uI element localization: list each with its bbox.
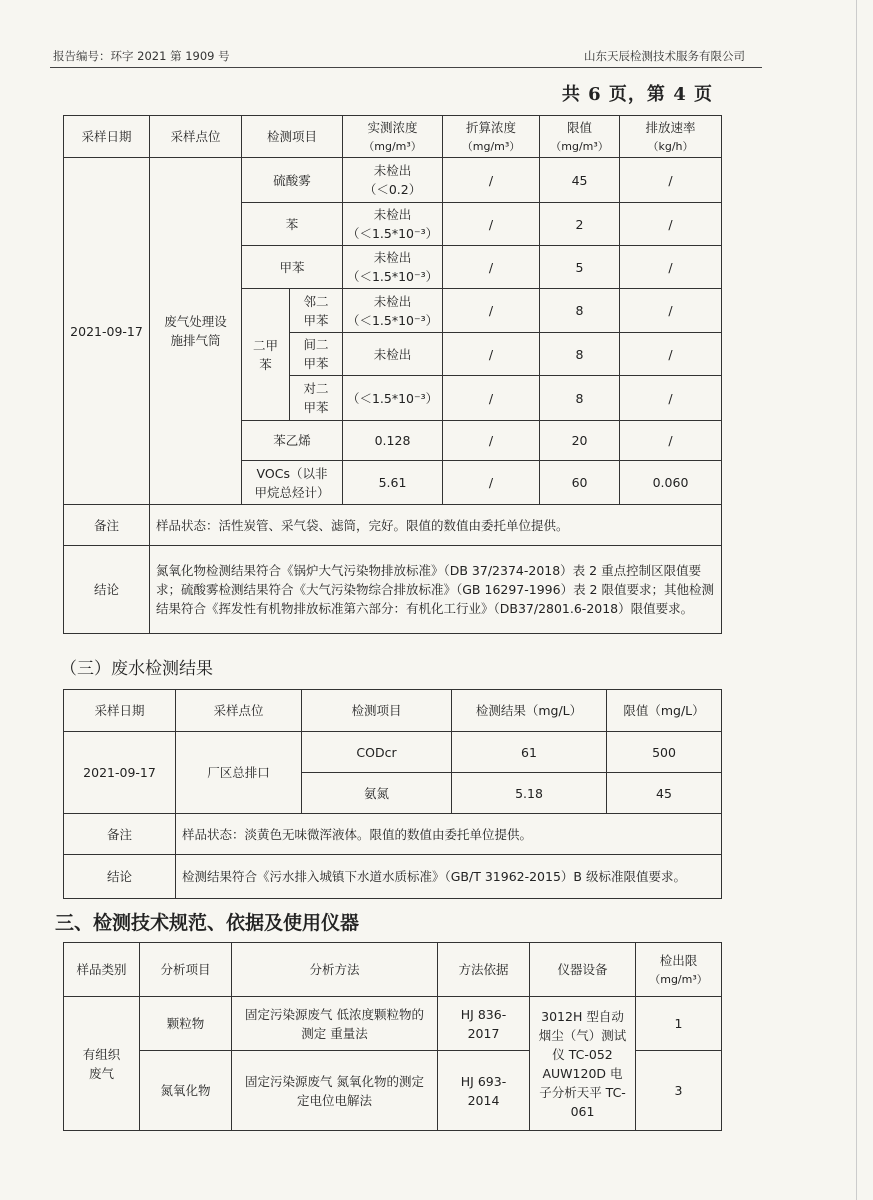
table-row [64, 997, 722, 1051]
header-limit: 限值 （mg/m³） [540, 116, 620, 158]
gas-results-table [63, 115, 722, 634]
conclusion-label: 结论 [64, 546, 150, 634]
measured-cell: 未检出 [343, 333, 443, 376]
header-method: 分析方法 [232, 943, 438, 997]
limit-cell: 500 [607, 732, 722, 773]
conclusion-text: 检测结果符合《污水排入城镇下水道水质标准》（GB/T 31962-2015）B 级标准限值要求。 [176, 855, 722, 899]
header-item: 分析项目 [140, 943, 232, 997]
item-cell: 苯乙烯 [242, 421, 343, 461]
item-cell: 邻二甲苯 [290, 289, 343, 333]
converted-cell: / [443, 246, 540, 289]
limit-cell: 45 [540, 158, 620, 203]
xylene-group-cell: 二甲苯 [242, 289, 290, 421]
gas-header-row [64, 116, 722, 158]
header-item: 检测项目 [242, 116, 343, 158]
measured-cell: 5.61 [343, 461, 443, 505]
measured-cell: 未检出 （＜1.5*10⁻³） [343, 203, 443, 246]
limit-cell: 20 [540, 421, 620, 461]
methods-header-row [64, 943, 722, 997]
converted-cell: / [443, 333, 540, 376]
sampling-point: 废气处理设施排气筒 [150, 158, 242, 505]
converted-cell: / [443, 203, 540, 246]
converted-cell: / [443, 376, 540, 421]
item-cell: 对二甲苯 [290, 376, 343, 421]
item-cell: VOCs（以非甲烷总烃计） [242, 461, 343, 505]
item-cell: 颗粒物 [140, 997, 232, 1051]
limit-cell: 5 [540, 246, 620, 289]
measured-cell: 0.128 [343, 421, 443, 461]
converted-cell: / [443, 289, 540, 333]
conclusion-label: 结论 [64, 855, 176, 899]
company-name: 山东天辰检测技术服务有限公司 [584, 49, 745, 63]
header-type: 样品类别 [64, 943, 140, 997]
item-cell: 氨氮 [302, 773, 452, 814]
conclusion-text: 氮氧化物检测结果符合《锅炉大气污染物排放标准》（DB 37/2374-2018）表 2 重点控制区限值要求；硫酸雾检测结果符合《大气污染物综合排放标准》（GB 16297-1996）表 2 限值要求；其他检测结果符合《挥发性有机物排放标准第六部分：有机化工行业》（DB37/2801.6-2018）限值要求。 [150, 546, 722, 634]
header-converted: 折算浓度 （mg/m³） [443, 116, 540, 158]
sampling-point: 厂区总排口 [176, 732, 302, 814]
remark-text: 样品状态：淡黄色无味微浑液体。限值的数值由委托单位提供。 [176, 814, 722, 855]
header-point: 采样点位 [176, 690, 302, 732]
header-item: 检测项目 [302, 690, 452, 732]
item-cell: 间二甲苯 [290, 333, 343, 376]
header-detection-limit: 检出限 （mg/m³） [636, 943, 722, 997]
rate-cell: / [620, 376, 722, 421]
rate-cell: / [620, 203, 722, 246]
scan-edge [856, 0, 857, 1200]
measured-cell: 未检出 （＜0.2） [343, 158, 443, 203]
remark-row [64, 814, 722, 855]
remark-text: 样品状态：活性炭管、采气袋、滤筒，完好。限值的数值由委托单位提供。 [150, 505, 722, 546]
measured-cell: 未检出 （＜1.5*10⁻³） [343, 246, 443, 289]
header-date: 采样日期 [64, 690, 176, 732]
measured-cell: （＜1.5*10⁻³） [343, 376, 443, 421]
conclusion-row [64, 855, 722, 899]
limit-cell: 45 [607, 773, 722, 814]
header-result: 检测结果（mg/L） [452, 690, 607, 732]
header-date: 采样日期 [64, 116, 150, 158]
item-cell: 硫酸雾 [242, 158, 343, 203]
methods-table [63, 942, 722, 1131]
remark-row [64, 505, 722, 546]
limit-cell: 60 [540, 461, 620, 505]
rate-cell: / [620, 246, 722, 289]
converted-cell: / [443, 158, 540, 203]
header-point: 采样点位 [150, 116, 242, 158]
page-number: 共 6 页，第 4 页 [561, 84, 713, 105]
detection-limit-cell: 1 [636, 997, 722, 1051]
header-basis: 方法依据 [438, 943, 530, 997]
header-limit: 限值（mg/L） [607, 690, 722, 732]
rate-cell: / [620, 289, 722, 333]
report-number: 报告编号：环字 2021 第 1909 号 [53, 49, 230, 63]
section-title-wastewater: （三）废水检测结果 [60, 659, 213, 679]
wastewater-results-table [63, 689, 722, 899]
limit-cell: 8 [540, 376, 620, 421]
item-cell: 氮氧化物 [140, 1051, 232, 1131]
section-title-methods: 三、检测技术规范、依据及使用仪器 [55, 912, 360, 934]
header-divider [50, 67, 762, 68]
limit-cell: 2 [540, 203, 620, 246]
item-cell: 苯 [242, 203, 343, 246]
rate-cell: / [620, 333, 722, 376]
converted-cell: / [443, 461, 540, 505]
method-cell: 固定污染源废气 低浓度颗粒物的测定 重量法 [232, 997, 438, 1051]
measured-cell: 未检出 （＜1.5*10⁻³） [343, 289, 443, 333]
rate-cell: / [620, 421, 722, 461]
item-cell: 甲苯 [242, 246, 343, 289]
method-cell: 固定污染源废气 氮氧化物的测定 定电位电解法 [232, 1051, 438, 1131]
converted-cell: / [443, 421, 540, 461]
header-measured: 实测浓度 （mg/m³） [343, 116, 443, 158]
table-row [64, 732, 722, 773]
sampling-date: 2021-09-17 [64, 732, 176, 814]
detection-limit-cell: 3 [636, 1051, 722, 1131]
limit-cell: 8 [540, 333, 620, 376]
sample-type: 有组织废气 [64, 997, 140, 1131]
remark-label: 备注 [64, 505, 150, 546]
instrument-cell: 3012H 型自动烟尘（气）测试仪 TC-052 AUW120D 电子分析天平 TC-061 [530, 997, 636, 1131]
conclusion-row [64, 546, 722, 634]
wastewater-header-row [64, 690, 722, 732]
sampling-date: 2021-09-17 [64, 158, 150, 505]
remark-label: 备注 [64, 814, 176, 855]
basis-cell: HJ 693-2014 [438, 1051, 530, 1131]
result-cell: 61 [452, 732, 607, 773]
rate-cell: / [620, 158, 722, 203]
limit-cell: 8 [540, 289, 620, 333]
rate-cell: 0.060 [620, 461, 722, 505]
basis-cell: HJ 836-2017 [438, 997, 530, 1051]
table-row [64, 158, 722, 203]
header-rate: 排放速率 （kg/h） [620, 116, 722, 158]
header-instrument: 仪器设备 [530, 943, 636, 997]
result-cell: 5.18 [452, 773, 607, 814]
item-cell: CODcr [302, 732, 452, 773]
